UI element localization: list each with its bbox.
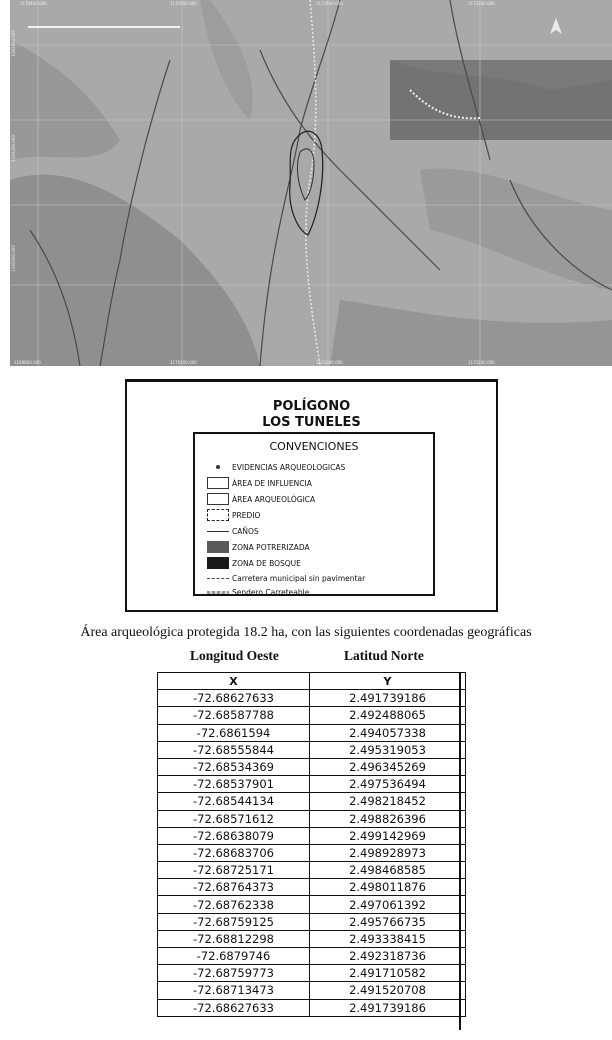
table-row — [158, 758, 466, 775]
longitude-cell: -72.68571612 — [158, 810, 310, 827]
map-coord-label: 1163800.000 — [11, 30, 16, 57]
latitude-cell: 2.495766735 — [310, 913, 466, 930]
header-x: X — [158, 673, 310, 690]
table-row — [158, 913, 466, 930]
table-row — [158, 741, 466, 758]
legend-item-label: ZONA DE BOSQUE — [232, 558, 301, 568]
table-row — [158, 690, 466, 707]
area-caption: Área arqueológica protegida 18.2 ha, con las siguientes coordenadas geográficas — [80, 625, 532, 640]
column-heading-longitude: Longitud Oeste — [190, 648, 279, 663]
latitude-cell: 2.491739186 — [310, 999, 466, 1016]
latitude-cell: 2.491710582 — [310, 965, 466, 982]
map-legend — [125, 379, 498, 612]
latitude-cell: 2.495319053 — [310, 741, 466, 758]
longitude-cell: -72.68555844 — [158, 741, 310, 758]
legend-item — [207, 556, 301, 570]
map-coord-label: 1171000.000 — [316, 360, 343, 365]
legend-item — [207, 524, 259, 538]
table-header-row — [158, 673, 466, 690]
longitude-cell: -72.68638079 — [158, 827, 310, 844]
longitude-cell: -72.68587788 — [158, 707, 310, 724]
table-row — [158, 793, 466, 810]
latitude-cell: 2.497061392 — [310, 896, 466, 913]
latitude-cell: 2.491739186 — [310, 690, 466, 707]
longitude-cell: -72.68534369 — [158, 758, 310, 775]
longitude-cell: -72.68627633 — [158, 690, 310, 707]
latitude-cell: 2.498011876 — [310, 879, 466, 896]
legend-item — [207, 476, 312, 490]
legend-item — [207, 492, 315, 506]
column-heading-latitude: Latitud Norte — [344, 648, 424, 663]
legend-item-label: PREDIO — [232, 510, 261, 520]
header-y: Y — [310, 673, 466, 690]
longitude-cell: -72.68627633 — [158, 999, 310, 1016]
map-coord-label: 1172200.000 — [468, 1, 495, 6]
coordinates-table — [157, 672, 466, 1017]
legend-item — [207, 571, 365, 585]
table-row — [158, 844, 466, 861]
box-icon — [207, 493, 229, 505]
conventions-title: CONVENCIONES — [269, 440, 359, 453]
latitude-cell: 2.491520708 — [310, 982, 466, 999]
map-coord-label: 1169800.000 — [14, 360, 41, 365]
table-row — [158, 724, 466, 741]
map-coord-label: 1170400.000 — [20, 1, 47, 6]
longitude-cell: -72.68725171 — [158, 862, 310, 879]
longitude-cell: -72.6861594 — [158, 724, 310, 741]
table-row — [158, 982, 466, 999]
map-coord-label: 1172200.000 — [468, 360, 495, 365]
latitude-cell: 2.492488065 — [310, 707, 466, 724]
latitude-cell: 2.498468585 — [310, 862, 466, 879]
line-icon — [207, 531, 229, 532]
longitude-cell: -72.68764373 — [158, 879, 310, 896]
map-coord-label: 1170400.000 — [170, 360, 197, 365]
longitude-cell: -72.68759125 — [158, 913, 310, 930]
dot-icon — [207, 461, 229, 473]
map-coord-label: 1163200.000 — [11, 135, 16, 162]
legend-item — [207, 540, 310, 554]
latitude-cell: 2.492318736 — [310, 948, 466, 965]
dashed-box-icon — [207, 509, 229, 521]
trail-line-icon — [207, 591, 229, 594]
table-row — [158, 999, 466, 1016]
table-row — [158, 776, 466, 793]
latitude-cell: 2.498826396 — [310, 810, 466, 827]
aerial-map[interactable] — [10, 0, 612, 366]
map-coord-label: 1162600.000 — [11, 245, 16, 272]
legend-item — [207, 460, 345, 474]
table-row — [158, 827, 466, 844]
latitude-cell: 2.496345269 — [310, 758, 466, 775]
table-row — [158, 948, 466, 965]
latitude-cell: 2.493338415 — [310, 930, 466, 947]
table-edge — [459, 672, 461, 1030]
map-imagery — [10, 0, 612, 366]
table-body — [158, 690, 466, 1017]
latitude-cell: 2.499142969 — [310, 827, 466, 844]
longitude-cell: -72.68762338 — [158, 896, 310, 913]
longitude-cell: -72.6879746 — [158, 948, 310, 965]
latitude-cell: 2.494057338 — [310, 724, 466, 741]
legend-item-label: ÁREA ARQUEOLÓGICA — [232, 494, 316, 504]
latitude-cell: 2.498928973 — [310, 844, 466, 861]
legend-item — [207, 585, 309, 599]
legend-subtitle: LOS TUNELES — [262, 415, 361, 430]
table-row — [158, 862, 466, 879]
longitude-cell: -72.68544134 — [158, 793, 310, 810]
legend-item-label: Carretera municipal sin pavimentar — [232, 573, 366, 583]
latitude-cell: 2.498218452 — [310, 793, 466, 810]
legend-title: POLÍGONO — [272, 399, 351, 414]
longitude-cell: -72.68812298 — [158, 930, 310, 947]
legend-item-label: ÁREA DE INFLUENCIA — [232, 478, 312, 488]
longitude-cell: -72.68683706 — [158, 844, 310, 861]
gray-fill-icon — [207, 541, 229, 553]
legend-item-label: ZONA POTRERIZADA — [232, 542, 310, 552]
legend-item — [207, 508, 260, 522]
latitude-cell: 2.497536494 — [310, 776, 466, 793]
legend-item-label: CAÑOS — [232, 526, 259, 536]
map-coord-label: 1171600.000 — [316, 1, 343, 6]
table-row — [158, 879, 466, 896]
longitude-cell: -72.68759773 — [158, 965, 310, 982]
table-row — [158, 707, 466, 724]
longitude-cell: -72.68713473 — [158, 982, 310, 999]
table-row — [158, 930, 466, 947]
legend-item-label: EVIDENCIAS ARQUEOLOGICAS — [232, 462, 346, 472]
box-icon — [207, 477, 229, 489]
longitude-cell: -72.68537901 — [158, 776, 310, 793]
table-row — [158, 810, 466, 827]
map-coord-label: 1171000.000 — [170, 1, 197, 6]
dotted-line-icon — [207, 578, 229, 579]
conventions-box — [193, 432, 435, 596]
table-row — [158, 896, 466, 913]
table-row — [158, 965, 466, 982]
dark-fill-icon — [207, 557, 229, 569]
legend-item-label: Sendero Carreteable — [232, 587, 310, 597]
